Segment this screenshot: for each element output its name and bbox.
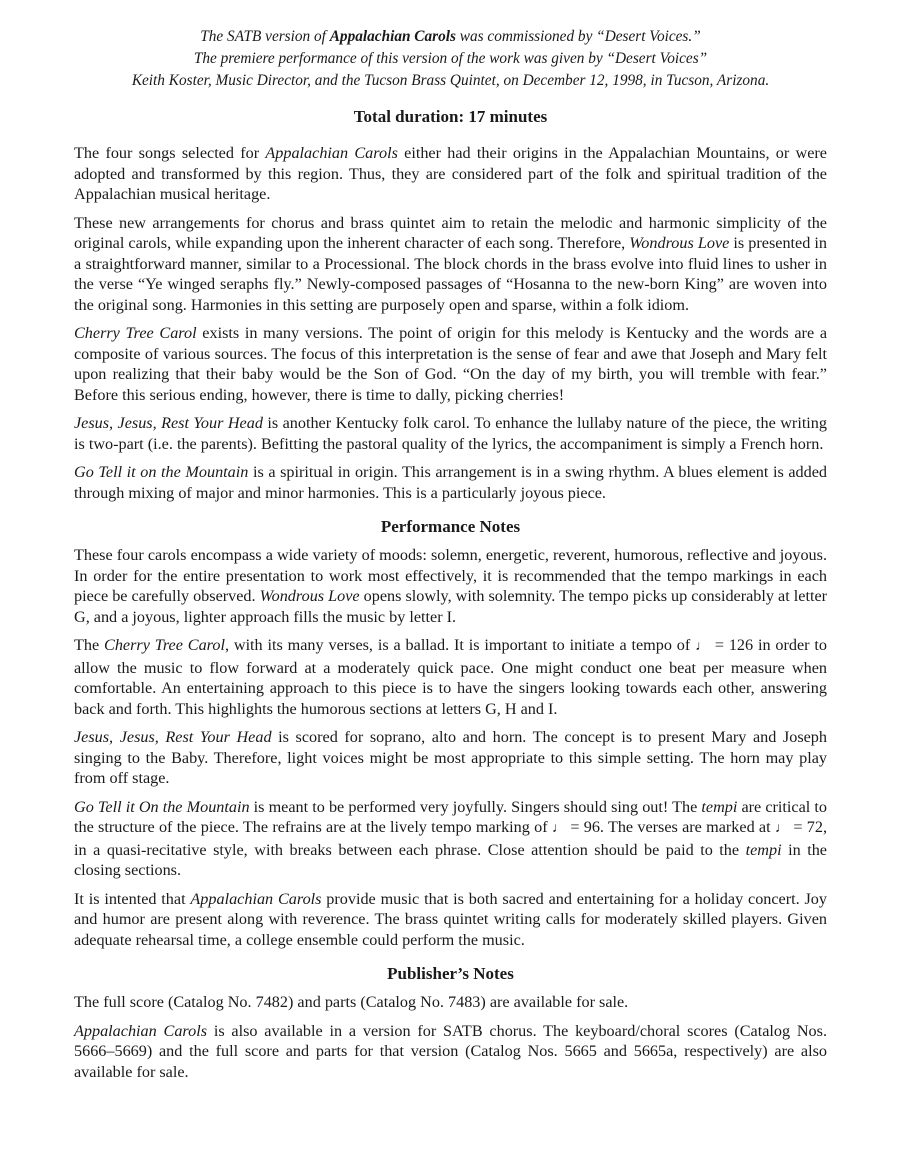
text-run: , with its many verses, is a ballad. It is important to initiate a tempo of bbox=[224, 636, 696, 654]
description-section bbox=[74, 143, 827, 503]
text-run: = 72, in a quasi-recitative style, with breaks between each phrase. Close attention should be paid to the bbox=[74, 818, 827, 859]
publisher-paragraph-1: The full score (Catalog No. 7482) and parts (Catalog No. 7483) are available for sale. bbox=[74, 993, 629, 1011]
text-run: = 126 in order to allow the music to flow forward at a moderately quick pace. One might conduct one beat per measure when comfortable. An entertaining approach to this piece is to have the singers looking towards each other, answering back and forth. This highlights the humorous sections at letters G, H and I. bbox=[74, 636, 828, 718]
text-run: are critical to the structure of the piece. The refrains are at the lively tempo marking of bbox=[74, 797, 827, 836]
text-run: is a spiritual in origin. This arrangement is in a swing rhythm. A blues element is added through mixing of major and minor harmonies. This is a particularly joyous piece. bbox=[74, 463, 827, 502]
text-run: The four songs selected for bbox=[74, 144, 266, 162]
performance-paragraph-1 bbox=[74, 545, 827, 627]
quarter-note-icon: ♩ bbox=[695, 639, 710, 654]
text-run: either had their origins in the Appalachian Mountains, or were adopted and transformed by this region. Thus, they are considered part of the folk and spiritual tradition of the Appalachian musical heritage. bbox=[74, 144, 827, 203]
description-paragraph-2 bbox=[74, 213, 827, 316]
intro-line-3: Keith Koster, Music Director, and the Tucson Brass Quintet, on December 12, 1998, in Tucson, Arizona. bbox=[131, 72, 770, 89]
text-run: The bbox=[74, 636, 105, 654]
description-paragraph-4 bbox=[74, 413, 827, 454]
italic-term: tempi bbox=[701, 797, 738, 816]
text-run: provide music that is both sacred and entertaining for a holiday concert. Joy and humor are present along with reverence. The brass quintet writing calls for moderately skilled players. Given adequate rehearsal time, a college ensemble could perform the music. bbox=[74, 889, 827, 949]
work-title: Wondrous Love bbox=[629, 234, 730, 252]
quarter-note-icon: ♩ bbox=[551, 821, 567, 836]
intro-line-1 bbox=[74, 26, 827, 48]
work-title: Cherry Tree Carol bbox=[104, 636, 225, 654]
intro-line-1-start: The SATB version of bbox=[200, 28, 330, 45]
work-title: Go Tell it on the Mountain bbox=[74, 463, 249, 481]
text-run: opens slowly, with solemnity. The tempo picks up considerably at letter G, and a joyous, lighter approach fills the music by letter I. bbox=[74, 587, 828, 626]
text-run: is also available in a version for SATB chorus. The keyboard/choral scores (Catalog Nos. 5666–5669) and the full score and parts for that version (Catalog Nos. 5665 and 5665a, respectively) are also available for sale. bbox=[74, 1021, 827, 1081]
text-run: is scored for soprano, alto and horn. The concept is to present Mary and Joseph singing to the Baby. Therefore, light voices might be most appropriate to this simple setting. The horn may play from off stage. bbox=[74, 728, 827, 787]
text-run: is another Kentucky folk carol. To enhance the lullaby nature of the piece, the writing is two-part (i.e. the parents). Befitting the pastoral quality of the lyrics, the accompaniment is simply a French horn. bbox=[74, 414, 827, 453]
work-title: Appalachian Carols bbox=[265, 144, 398, 162]
intro-line-2: The premiere performance of this version of the work was given by “Desert Voices” bbox=[193, 50, 708, 67]
text-run: is presented in a straightforward manner, similar to a Processional. The block chords in the brass evolve into fluid lines to usher in the verse “Ye winged seraphs fly.” Newly-composed passages of “Hosanna to the new-born King” are woven into the original song. Harmonies in this setting are purposely open and sparse, within a folk idiom. bbox=[74, 234, 828, 314]
work-title: Jesus, Jesus, Rest Your Head bbox=[74, 414, 263, 432]
description-paragraph-5 bbox=[74, 462, 827, 503]
work-title: Go Tell it On the Mountain bbox=[74, 797, 250, 816]
quarter-note-icon: ♩ bbox=[774, 821, 790, 836]
publisher-notes-heading: Publisher’s Notes bbox=[387, 964, 514, 983]
document-page bbox=[74, 26, 827, 1082]
work-title: Jesus, Jesus, Rest Your Head bbox=[74, 728, 272, 746]
work-title: Wondrous Love bbox=[259, 587, 360, 605]
duration-heading: Total duration: 17 minutes bbox=[353, 107, 548, 126]
publisher-paragraph-2 bbox=[74, 1021, 827, 1083]
intro-line-1-end: was commissioned by “Desert Voices.” bbox=[455, 28, 701, 45]
performance-notes-heading: Performance Notes bbox=[380, 517, 521, 536]
text-run: is meant to be performed very joyfully. Singers should sing out! The bbox=[249, 797, 702, 816]
description-paragraph-1 bbox=[74, 143, 827, 205]
intro-block bbox=[74, 26, 827, 92]
performance-paragraph-3 bbox=[74, 727, 827, 789]
performance-paragraph-5 bbox=[74, 889, 827, 951]
description-paragraph-3 bbox=[74, 323, 827, 405]
work-title: Appalachian Carols bbox=[190, 889, 322, 908]
text-run: These four carols encompass a wide variety of moods: solemn, energetic, reverent, humorous, reflective and joyous. In order for the entire presentation to work most effectively, it is recommended that the tempo markings in each piece be carefully observed. bbox=[74, 546, 827, 605]
intro-work-title: Appalachian Carols bbox=[329, 28, 456, 45]
performance-paragraph-2 bbox=[74, 635, 827, 719]
performance-section bbox=[74, 545, 827, 950]
publisher-section bbox=[74, 992, 827, 1082]
text-run: These new arrangements for chorus and brass quintet aim to retain the melodic and harmonic simplicity of the original carols, while expanding upon the inherent character of each song. Therefore, bbox=[74, 213, 827, 252]
work-title: Cherry Tree Carol bbox=[74, 324, 197, 342]
performance-paragraph-4 bbox=[74, 797, 827, 881]
work-title: Appalachian Carols bbox=[74, 1021, 208, 1040]
text-run: It is intented that bbox=[74, 889, 191, 908]
italic-term: tempi bbox=[745, 840, 782, 859]
text-run: exists in many versions. The point of origin for this melody is Kentucky and the words are a composite of various sources. The focus of this interpretation is the sense of fear and awe that Joseph and Mary felt upon realizing that their baby would be the Son of God. “On the day of my birth, you will tremble with fear.” Before this serious ending, however, there is time to dally, picking cherries! bbox=[74, 324, 828, 404]
text-run: in the closing sections. bbox=[74, 840, 827, 879]
text-run: = 96. The verses are marked at bbox=[566, 818, 775, 836]
